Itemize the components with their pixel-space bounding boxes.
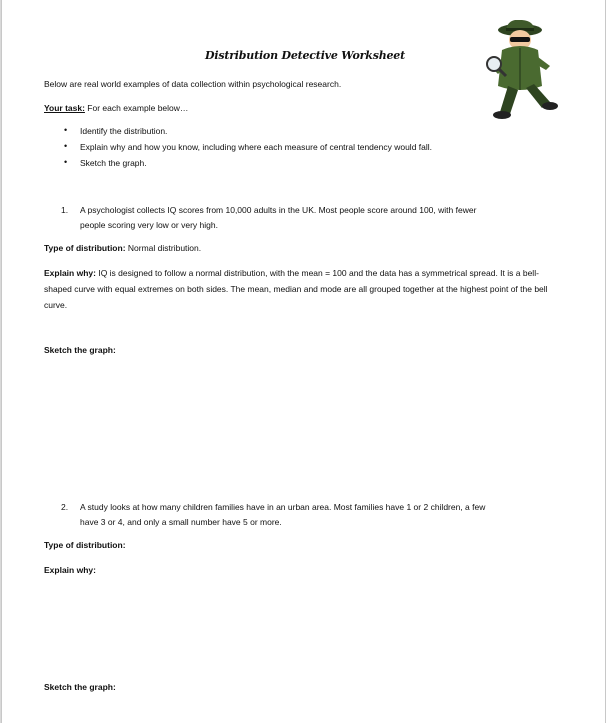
q2-text-line2: have 3 or 4, and only a small number have 5 or more.: [80, 517, 282, 527]
q1-explain-label: Explain why:: [44, 268, 96, 278]
q1-type-answer: Normal distribution.: [125, 243, 202, 253]
bullet-dot: •: [64, 141, 68, 151]
task-label: Your task:: [44, 103, 85, 113]
q2-number: 2.: [61, 502, 69, 512]
worksheet-title: Distribution Detective Worksheet: [205, 49, 405, 62]
q1-text-line1: A psychologist collects IQ scores from 10,000 adults in the UK. Most people score around 100, with fewer: [80, 205, 477, 215]
q2-explain-label: Explain why:: [44, 565, 96, 575]
q1-type-line: [44, 241, 201, 256]
q2-sketch-label: Sketch the graph:: [44, 682, 116, 692]
task-line: [44, 101, 188, 116]
intro-text: Below are real world examples of data collection within psychological research.: [44, 79, 342, 89]
q1-text-line2: people scoring very low or very high.: [80, 220, 218, 230]
q2-type-label: Type of distribution:: [44, 540, 126, 550]
q1-type-label: Type of distribution:: [44, 243, 126, 253]
q1-sketch-label: Sketch the graph:: [44, 345, 116, 355]
worksheet-page: [1, 0, 606, 723]
q1-number: 1.: [61, 205, 69, 215]
bullet-item: Explain why and how you know, including where each measure of central tendency would fall.: [80, 142, 433, 152]
bullet-item: Sketch the graph.: [80, 158, 147, 168]
task-text: For each example below…: [84, 103, 189, 113]
detective-clipart: [484, 20, 562, 122]
bullet-dot: •: [64, 125, 68, 135]
bullet-item: Identify the distribution.: [80, 126, 168, 136]
q1-explain-paragraph: [44, 265, 554, 313]
bullet-dot: •: [64, 157, 68, 167]
q2-text-line1: A study looks at how many children families have in an urban area. Most families have 1 or 2 children, a few: [80, 502, 486, 512]
q1-explain-text: IQ is designed to follow a normal distribution, with the mean = 100 and the data has a symmetrical spread. It is a bell-shaped curve with equal extremes on both sides. The mean, median and mode are all grouped together at the highest point of the bell curve.: [44, 268, 548, 310]
